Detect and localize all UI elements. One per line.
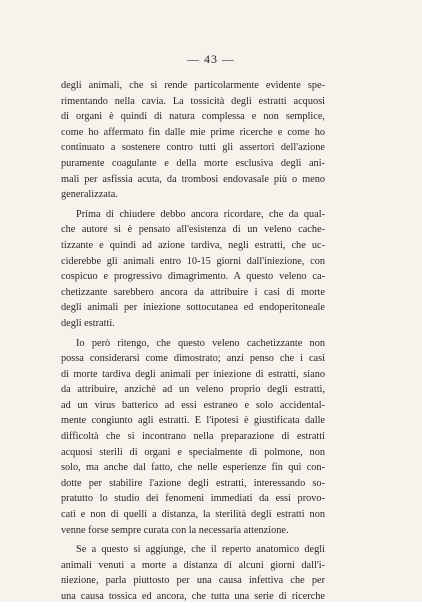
text-line: niezione, parla piuttosto per una causa infettiva che per — [61, 575, 325, 587]
text-line: dotte per stabilire l'azione degli estratti, interessando so- — [61, 477, 325, 489]
text-line: degli animali per iniezione sottocutanea ed endoperitoneale — [61, 302, 325, 314]
text-line: ad un virus batterico ad essi estraneo e solo accidental- — [61, 399, 325, 411]
body-text — [61, 78, 325, 609]
text-line: puramente coagulante e della morte esclusiva degli ani- — [61, 157, 325, 169]
text-line: una causa tossica ed ancora, che tutta una serie di ricerche — [61, 591, 325, 602]
text-line: cati e non di quelli a distanza, la sterilità degli estratti non — [61, 509, 325, 521]
paragraph-4 — [61, 542, 325, 604]
text-line: difficoltà che si incontrano nella preparazione di estratti — [61, 431, 325, 443]
text-line: di organi è quindi di natura complessa e non semplice, — [61, 111, 325, 123]
text-line: chetizzante sarebbero ancora da attribuire i casi di morte — [61, 286, 325, 298]
text-line: continuato a sostenere contro tutti gli assertori dell'azione — [61, 142, 325, 154]
text-line: venne forse sempre curata con la necessaria attenzione. — [61, 524, 289, 536]
text-line: che autore si è pensato all'esistenza di un veleno cache- — [61, 224, 325, 236]
text-line: mente congiunto agli estratti. E l'ipotesi è giustificata dalle — [61, 415, 325, 427]
text-line: mali per asfissia acuta, da trombosi endovasale più o meno — [61, 173, 325, 185]
text-line: tizzante e quindi ad azione tardiva, negli estratti, che uc- — [61, 239, 325, 251]
text-line: degli estratti. — [61, 317, 115, 329]
text-line: solo, ma anche dal fatto, che nelle esperienze fin qui con- — [61, 462, 325, 474]
text-line: ciderebbe gli animali entro 10-15 giorni dall'iniezione, con — [61, 255, 325, 267]
text-line: da attribuire, anzichè ad un veleno proprio degli estratti, — [61, 384, 325, 396]
text-line: generalizzata. — [61, 189, 118, 201]
text-line: pratutto lo studio dei fenomeni immediati da essi provo- — [61, 493, 325, 505]
text-line: acquosi sterili di organi e specialmente di polmone, non — [61, 446, 325, 458]
text-line: rimentando nella cavia. La tossicità degli estratti acquosi — [61, 95, 325, 107]
text-line: come ho affermato fin dalle mie prime ricerche e come ho — [61, 126, 325, 138]
paragraph-2 — [61, 207, 325, 332]
text-line: Se a questo si aggiunge, che il reperto anatomico degli — [76, 544, 325, 556]
paragraph-3 — [61, 336, 325, 539]
text-line: cospicuo e progressivo dimagrimento. A questo veleno ca- — [61, 271, 325, 283]
text-line: degli animali, che si rende particolarmente evidente spe- — [61, 80, 325, 91]
page-number: — 43 — — [187, 52, 235, 66]
paragraph-1 — [61, 78, 325, 203]
text-line: Prima di chiudere debbo ancora ricordare, che da qual- — [76, 208, 325, 220]
text-line: Io però ritengo, che questo veleno cachetizzante non — [76, 337, 325, 349]
text-line: possa considerarsi come dimostrato; anzi penso che i casi — [61, 353, 325, 365]
text-line: animali venuti a morte a distanza di alcuni giorni dall'i- — [61, 559, 325, 571]
text-line: di morte tardiva degli animali per iniezione di estratti, siano — [61, 368, 325, 380]
